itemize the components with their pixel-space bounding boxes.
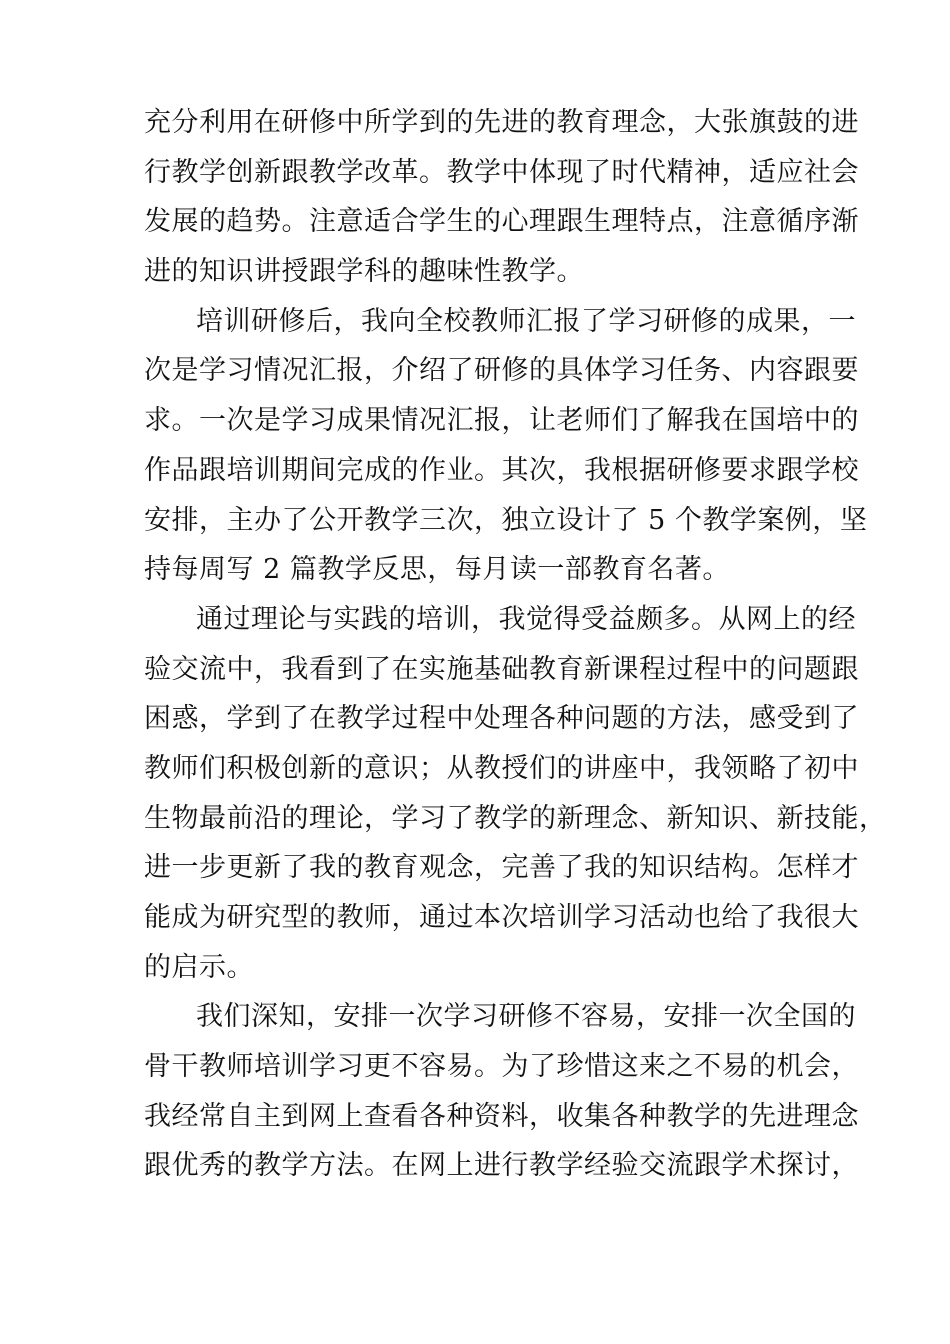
text-line: 困惑，学到了在教学过程中处理各种问题的方法，感受到了 xyxy=(144,703,859,735)
text-line: 教师们积极创新的意识；从教授们的讲座中，我领略了初中 xyxy=(144,752,859,784)
text-line: 跟优秀的教学方法。在网上进行教学经验交流跟学术探讨， xyxy=(144,1150,859,1182)
paragraph-first-line: 培训研修后，我向全校教师汇报了学习研修的成果，一 xyxy=(196,305,856,337)
paragraph-first-line: 我们深知，安排一次学习研修不容易，安排一次全国的 xyxy=(196,1001,856,1033)
text-line: 发展的趋势。注意适合学生的心理跟生理特点，注意循序渐 xyxy=(144,206,859,238)
text-line: 进的知识讲授跟学科的趣味性教学。 xyxy=(144,256,584,288)
text-line: 进一步更新了我的教育观念，完善了我的知识结构。怎样才 xyxy=(144,852,859,884)
text-line: 持每周写 2 篇教学反思，每月读一部教育名著。 xyxy=(144,554,730,586)
text-line: 生物最前沿的理论，学习了教学的新理念、新知识、新技能， xyxy=(144,802,887,834)
text-line: 求。一次是学习成果情况汇报，让老师们了解我在国培中的 xyxy=(144,405,859,437)
text-line: 安排，主办了公开教学三次，独立设计了 5 个教学案例，坚 xyxy=(144,504,868,536)
body-text xyxy=(144,98,887,1191)
text-line: 作品跟培训期间完成的作业。其次，我根据研修要求跟学校 xyxy=(144,454,859,486)
paragraph-first-line: 通过理论与实践的培训，我觉得受益颇多。从网上的经 xyxy=(196,603,856,635)
text-line: 骨干教师培训学习更不容易。为了珍惜这来之不易的机会， xyxy=(144,1051,859,1083)
text-line: 的启示。 xyxy=(144,951,254,983)
text-line: 充分利用在研修中所学到的先进的教育理念，大张旗鼓的进 xyxy=(144,107,859,138)
text-line: 验交流中，我看到了在实施基础教育新课程过程中的问题跟 xyxy=(144,653,859,685)
text-line: 能成为研究型的教师，通过本次培训学习活动也给了我很大 xyxy=(144,902,859,933)
text-line: 我经常自主到网上查看各种资料，收集各种教学的先进理念 xyxy=(144,1100,859,1132)
text-line: 行教学创新跟教学改革。教学中体现了时代精神，适应社会 xyxy=(144,156,859,188)
text-line: 次是学习情况汇报，介绍了研修的具体学习任务、内容跟要 xyxy=(144,355,859,387)
